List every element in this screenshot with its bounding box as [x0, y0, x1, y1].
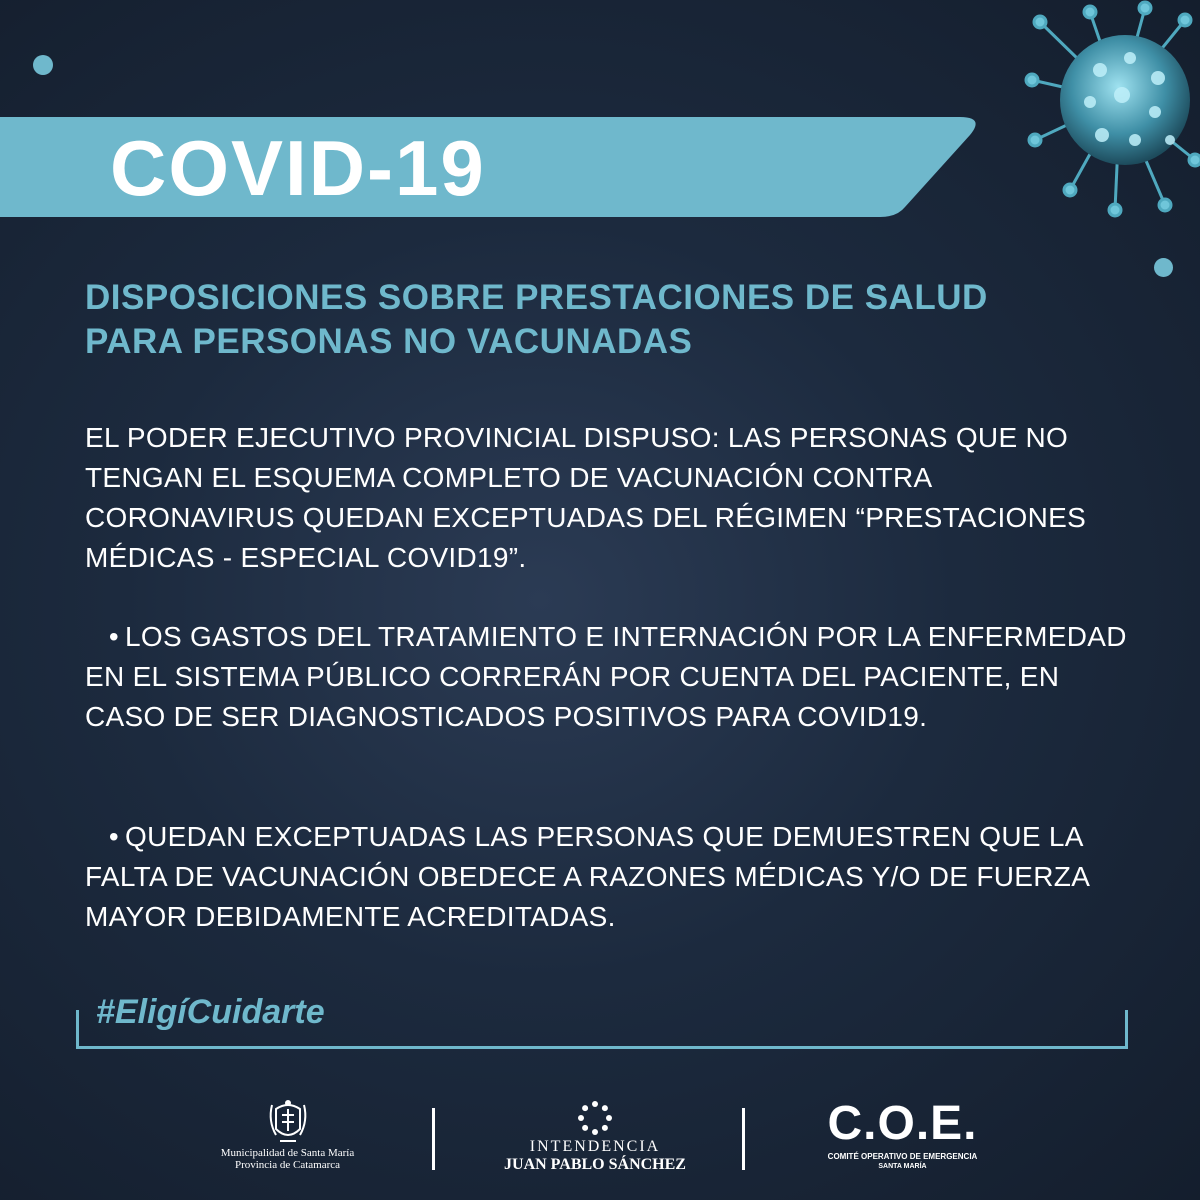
coe-logo — [805, 1098, 1000, 1171]
intendencia-name: JUAN PABLO SÁNCHEZ — [504, 1156, 686, 1173]
footer-divider — [432, 1108, 435, 1170]
virus-icon — [1020, 0, 1200, 230]
subtitle-line: PARA PERSONAS NO VACUNADAS — [85, 322, 693, 361]
dotted-circle-icon — [577, 1100, 613, 1136]
intro-paragraph: EL PODER EJECUTIVO PROVINCIAL DISPUSO: LAS PERSONAS QUE NO TENGAN EL ESQUEMA COMPLETO DE VACUNACIÓN CONTRA CORONAVIRUS QUEDAN EXCEPTUADAS DEL RÉGIMEN “PRESTACIONES MÉDICAS - ESPECIAL COVID19”. — [85, 422, 1087, 573]
bullet-item — [85, 617, 1145, 737]
coe-title: C.O.E. — [827, 1097, 978, 1150]
hashtag: #EligíCuidarte — [96, 993, 325, 1031]
decorative-dot — [1154, 258, 1173, 277]
bullet-icon: • — [108, 621, 119, 652]
decorative-dot — [33, 55, 53, 75]
page-title: COVID-19 — [110, 124, 486, 212]
bullet-text: LOS GASTOS DEL TRATAMIENTO E INTERNACIÓN POR LA ENFERMEDAD EN EL SISTEMA PÚBLICO CORRERÁN POR CUENTA DEL PACIENTE, EN CASO DE SER DIAGNOSTICADOS POSITIVOS PARA COVID19. — [85, 621, 1127, 732]
coe-subtitle: COMITÉ OPERATIVO DE EMERGENCIA — [827, 1152, 978, 1161]
subtitle — [85, 276, 1125, 364]
coe-location: SANTA MARÍA — [878, 1163, 927, 1170]
bullet-text: QUEDAN EXCEPTUADAS LAS PERSONAS QUE DEMUESTREN QUE LA FALTA DE VACUNACIÓN OBEDECE A RAZONES MÉDICAS Y/O DE FUERZA MAYOR DEBIDAMENTE ACREDITADAS. — [85, 821, 1089, 932]
bullet-icon: • — [108, 821, 119, 852]
title-banner — [0, 117, 980, 217]
intendencia-logo — [500, 1100, 690, 1174]
subtitle-line: DISPOSICIONES SOBRE PRESTACIONES DE SALUD — [85, 278, 988, 317]
footer-divider — [742, 1108, 745, 1170]
coat-of-arms-icon — [262, 1095, 314, 1147]
intendencia-label: INTENDENCIA — [529, 1138, 661, 1155]
municipality-province: Provincia de Catamarca — [234, 1159, 341, 1171]
municipality-logo — [205, 1095, 370, 1171]
municipality-name: Municipalidad de Santa María — [220, 1147, 355, 1159]
bullet-item — [85, 817, 1145, 937]
